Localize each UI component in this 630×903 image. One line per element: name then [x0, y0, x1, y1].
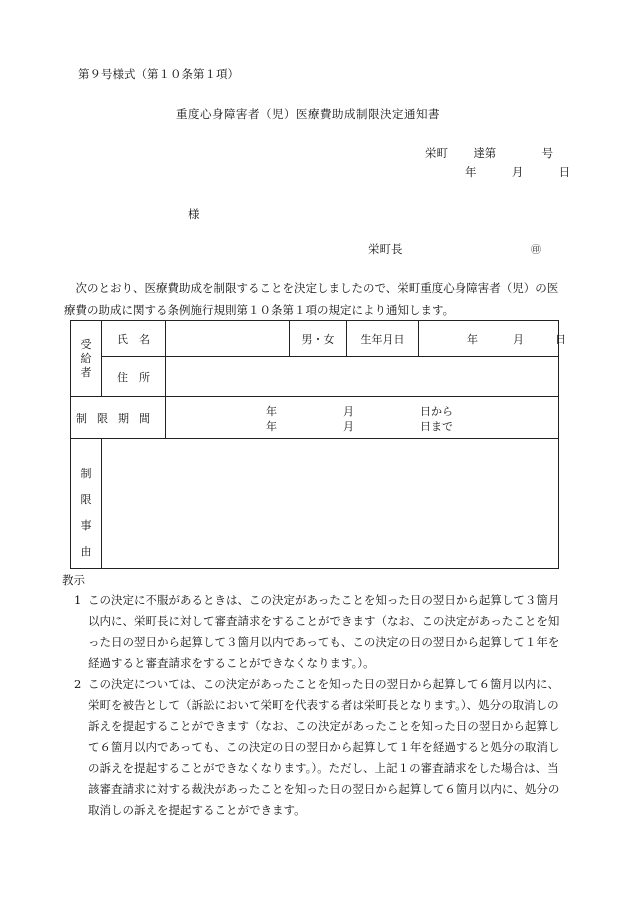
- form-number: 第９号様式（第１０条第１項）: [78, 67, 239, 81]
- document-title: 重度心身障害者（児）医療費助成制限決定通知書: [176, 107, 440, 121]
- birthdate-label: 生年月日: [347, 321, 419, 357]
- reference-number: [425, 145, 553, 161]
- addressee-suffix: 様: [188, 207, 200, 221]
- address-value[interactable]: [166, 357, 559, 397]
- seal-mark: ㊞: [531, 245, 541, 256]
- birth-month: 月: [513, 332, 524, 346]
- notice-number: 2: [74, 677, 82, 691]
- period-value[interactable]: [166, 397, 559, 439]
- name-label: 氏 名: [102, 321, 166, 357]
- birth-day: 日: [555, 332, 566, 346]
- period-label: 制限期間: [71, 397, 166, 439]
- birthdate-value[interactable]: [419, 321, 566, 357]
- notice-number: 1: [74, 593, 82, 607]
- ref-suffix: 号: [541, 146, 554, 160]
- notice-item: [64, 590, 569, 674]
- reason-label: 制限事由: [71, 439, 102, 569]
- reason-value[interactable]: [102, 439, 559, 569]
- notice-heading: 教示: [62, 573, 85, 587]
- issue-date: [465, 164, 570, 180]
- notice-text: この決定に不服があるときは、この決定があったことを知った日の翌日から起算して３箇月以内に、栄町長に対して審査請求をすることができます（なお、この決定があったことを知った日の翌日から起算して３箇月以内であっても、この決定の日の翌日から起算して１年を経過すると審査請求をすることができなくなります。）。: [88, 593, 560, 670]
- notice-text: この決定については、この決定があったことを知った日の翌日から起算して６箇月以内に、栄町を被告として（訴訟において栄町を代表する者は栄町長となります。）、処分の取消しの訴えを提起することができます（なお、この決定があったことを知った日の翌日から起算して６箇月以内であっても、この決定の日の翌日から起算して１年を経過すると処分の取消しの訴えを提起することができなくなります。）。ただし、上記１の審査請求をした場合は、当該審査請求に対する裁決があったことを知った日の翌日から起算して６箇月以内に、処分の取消しの訴えを提起することができます。: [88, 677, 560, 817]
- ref-middle: 達第: [473, 146, 497, 160]
- notice-item: [64, 674, 569, 821]
- period-from: 年 月 日から: [266, 405, 453, 418]
- date-day: 日: [558, 165, 571, 179]
- birth-year: 年: [467, 332, 478, 346]
- ref-office: 栄町: [425, 146, 448, 160]
- date-year: 年: [465, 165, 477, 179]
- issuer: 栄町長: [368, 242, 403, 256]
- date-month: 月: [511, 165, 524, 179]
- name-value[interactable]: [166, 321, 290, 357]
- form-table: [70, 320, 566, 569]
- period-to: 年 月 日まで: [266, 420, 453, 433]
- address-label: 住 所: [102, 357, 166, 397]
- notice-list: [64, 590, 569, 821]
- recipient-label: 受給者: [71, 321, 102, 397]
- gender-label: 男・女: [290, 321, 347, 357]
- intro-paragraph: 次のとおり、医療費助成を制限することを決定しましたので、栄町重度心身障害者（児）の医療費の助成に関する条例施行規則第１０条第１項の規定により通知します。: [64, 281, 559, 317]
